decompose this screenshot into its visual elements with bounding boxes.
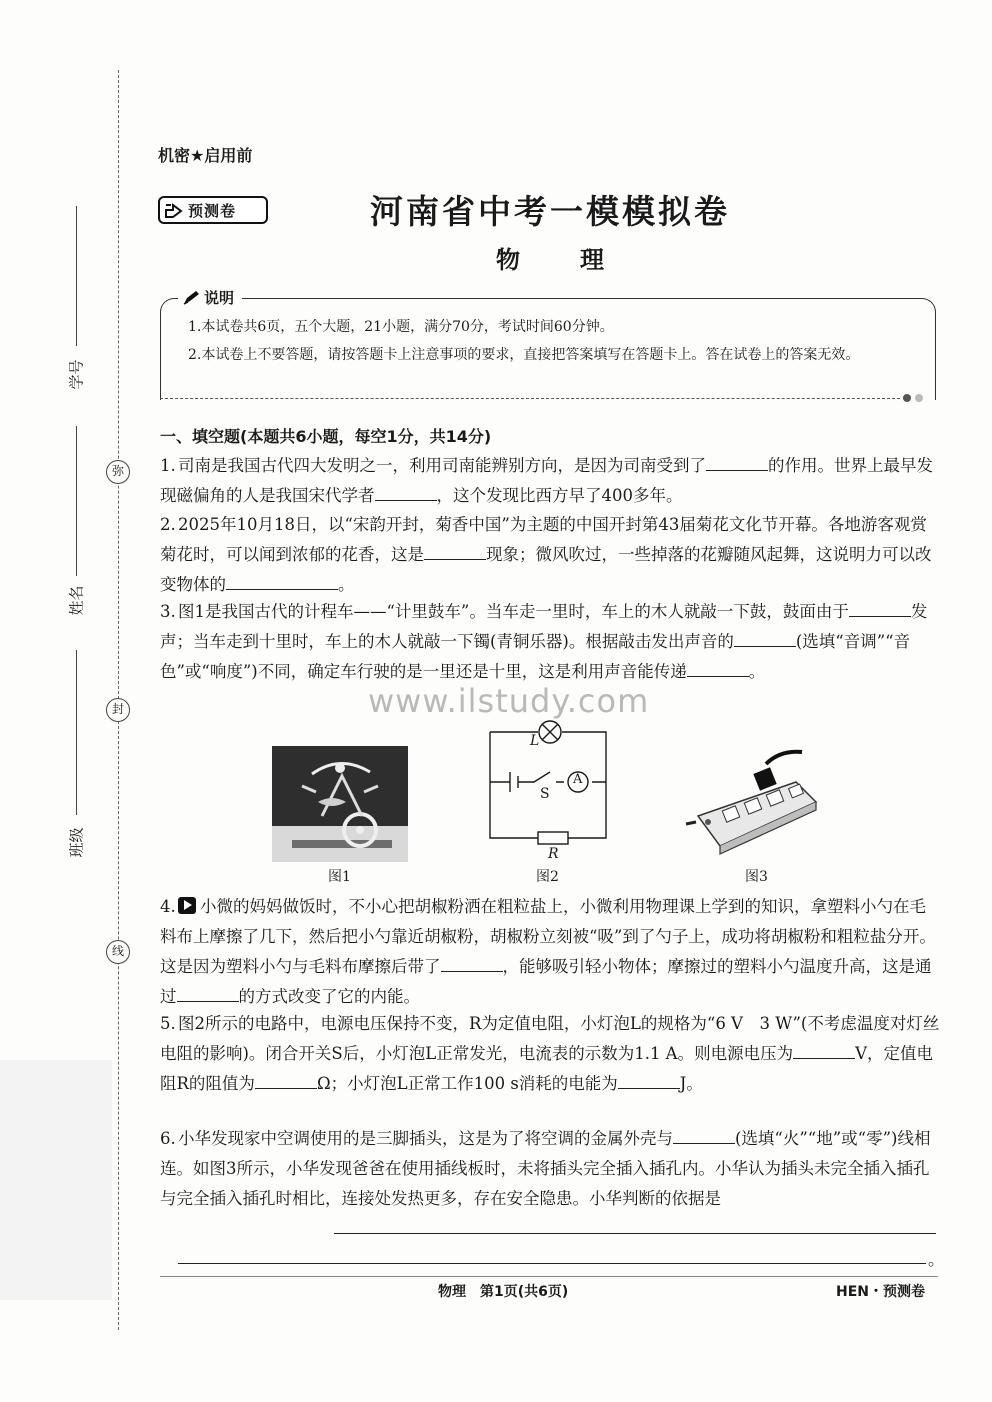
note-item-2: 2.本试卷上不要答题，请按答题卡上注意事项的要求，直接把答案填写在答题卡上。答在试卷上的答案无效。 — [188, 347, 860, 363]
pencil-icon — [182, 289, 202, 311]
q5-blank-3[interactable] — [618, 1071, 680, 1089]
q3-blank-3[interactable] — [687, 659, 749, 677]
q2-text-1: 2025年10月18日，以“宋韵开封，菊香中国”为主题的中国开封第43届菊花文化节开幕。各地游客观赏菊花时，可以闻到浓郁的花香，这是 — [160, 515, 927, 564]
forecast-badge — [158, 196, 268, 224]
confidential-label: 机密★启用前 — [158, 146, 253, 165]
name-label: 姓名 — [67, 585, 86, 616]
q3-blank-2[interactable] — [734, 629, 796, 647]
question-1 — [160, 451, 940, 511]
student-id-line — [76, 206, 77, 346]
q5-text-1: 图2所示的电路中，电源电压保持不变，R为定值电阻，小灯泡L的规格为“6 V 3 W”(不考虑温度对灯丝电阻的影响)。闭合开关S后，小灯泡L正常发光，电流表的示数为1.1 A。则电源电压为 — [160, 1014, 940, 1063]
video-play-icon[interactable] — [178, 897, 196, 914]
q3-text-2: 发声；当车走到十里时，车上的木人就敲一下镯(青铜乐器)。根据敲击发出声音的 — [160, 602, 928, 651]
question-5 — [160, 1009, 940, 1099]
q5-text-3: Ω；小灯泡L正常工作100 s消耗的电能为 — [316, 1074, 618, 1093]
q2-blank-2[interactable] — [226, 572, 338, 590]
q6-text-2: (选填“火”“地”或“零”)线相连。如图3所示，小华发现爸爸在使用插线板时，未将插头完全插入插孔内。小华认为插头未完全插入插孔与完全插入插孔时相比，连接处发热更多，存在安全隐患。小华判断的依据是 — [160, 1129, 931, 1208]
seal-char-xian: 线 — [106, 940, 130, 964]
watermark: www.ilstudy.com — [368, 682, 650, 720]
q1-text-2: 的作用。世界上最早发现磁偏角的人是我国宋代学者 — [160, 456, 933, 505]
name-line-top — [76, 426, 77, 576]
q3-blank-1[interactable] — [849, 599, 911, 617]
q3-number: 3. — [160, 602, 176, 621]
q6-answer-line-2[interactable] — [178, 1263, 926, 1264]
switch-label: S — [540, 786, 550, 802]
section-1-title: 一、填空题(本题共6小题，每空1分，共14分) — [160, 427, 492, 446]
dot-dark — [903, 394, 911, 402]
q3-text-4: 。 — [748, 662, 766, 681]
q5-blank-2[interactable] — [255, 1071, 317, 1089]
figure-3-power-strip — [684, 746, 824, 862]
margin-shade — [0, 1060, 112, 1300]
q1-blank-1[interactable] — [706, 453, 768, 471]
q1-text-1: 司南是我国古代四大发明之一，利用司南能辨别方向，是因为司南受到了 — [178, 456, 706, 475]
q6-number: 6. — [160, 1129, 176, 1148]
student-id-label: 学号 — [67, 359, 86, 390]
q1-text-3: ，这个发现比西方早了400多年。 — [436, 486, 683, 505]
subject-title: 物理 — [496, 246, 664, 274]
notes-tag-text: 说明 — [204, 289, 235, 307]
q5-number: 5. — [160, 1014, 176, 1033]
figure-1-caption: 图1 — [328, 869, 351, 885]
q3-text-3: (选填“音调”“音色”或“响度”)不同，确定车行驶的是一里还是十里，这是利用声音能传递 — [160, 632, 911, 681]
q6-text-1: 小华发现家中空调使用的是三脚插头，这是为了将空调的金属外壳与 — [178, 1129, 673, 1148]
q4-number: 4. — [160, 897, 176, 916]
figure-2-caption: 图2 — [536, 869, 559, 885]
question-2 — [160, 510, 940, 600]
exam-title: 河南省中考一模模拟卷 — [370, 192, 730, 231]
q2-text-2: 现象；微风吹过，一些掉落的花瓣随风起舞，这说明力可以改变物体的 — [160, 545, 932, 594]
ammeter-label: A — [573, 772, 583, 787]
question-3 — [160, 597, 940, 687]
note-item-1: 1.本试卷共6页，五个大题，21小题，满分70分，考试时间60分钟。 — [188, 319, 614, 335]
question-6 — [160, 1124, 940, 1214]
notes-tag — [178, 287, 242, 309]
q5-text-2: V，定值电阻R的阻值为 — [160, 1044, 934, 1093]
q4-blank-2[interactable] — [177, 984, 239, 1002]
resistor-label: R — [548, 846, 559, 862]
q4-text-3: 的方式改变了它的内能。 — [238, 987, 420, 1006]
question-4 — [160, 892, 940, 1012]
q1-blank-2[interactable] — [375, 483, 437, 501]
seal-char-mi: 弥 — [106, 460, 130, 484]
footer-series: HEN・预测卷 — [836, 1284, 925, 1300]
q4-text-1: 小微的妈妈做饭时，不小心把胡椒粉洒在粗粒盐上，小微利用物理课上学到的知识，拿塑料小勺在毛料布上摩擦了几下，然后把小勺靠近胡椒粉，胡椒粉立刻被“吸”到了勺子上，成功将胡椒粉和粗粒盐分开。这是因为塑料小勺与毛料布摩擦后带了 — [160, 897, 936, 976]
q1-number: 1. — [160, 456, 176, 475]
q5-blank-1[interactable] — [793, 1041, 855, 1059]
badge-arrow-icon — [160, 198, 188, 222]
q4-text-2: ，能够吸引轻小物体；摩擦过的塑料小勺温度升高，这是通过 — [160, 957, 932, 1006]
q2-number: 2. — [160, 515, 176, 534]
q6-blank-1[interactable] — [673, 1126, 735, 1144]
badge-text: 预测卷 — [188, 201, 237, 220]
class-label: 班级 — [67, 827, 86, 858]
q4-blank-1[interactable] — [441, 954, 503, 972]
figure-3-caption: 图3 — [745, 869, 768, 885]
figure-1-drum-cart-photo — [272, 746, 408, 862]
seal-char-feng: 封 — [106, 698, 130, 722]
q6-end-mark: 。 — [928, 1250, 945, 1269]
q5-text-4: J。 — [679, 1074, 703, 1093]
footer-rule — [160, 1276, 938, 1277]
q6-answer-line-1[interactable] — [334, 1233, 936, 1234]
q3-text-1: 图1是我国古代的计程车——“计里鼓车”。当车走一里时，车上的木人就敲一下鼓，鼓面由于 — [178, 602, 849, 621]
notes-bottom-dash — [160, 398, 900, 399]
q2-blank-1[interactable] — [424, 542, 486, 560]
footer-page-info: 物理 第1页(共6页) — [438, 1284, 569, 1300]
class-line — [76, 650, 77, 815]
resistor-icon — [538, 832, 568, 844]
lamp-label: L — [530, 733, 540, 749]
q2-text-3: 。 — [338, 575, 355, 594]
dot-light — [915, 394, 923, 402]
notes-dots — [903, 394, 923, 402]
